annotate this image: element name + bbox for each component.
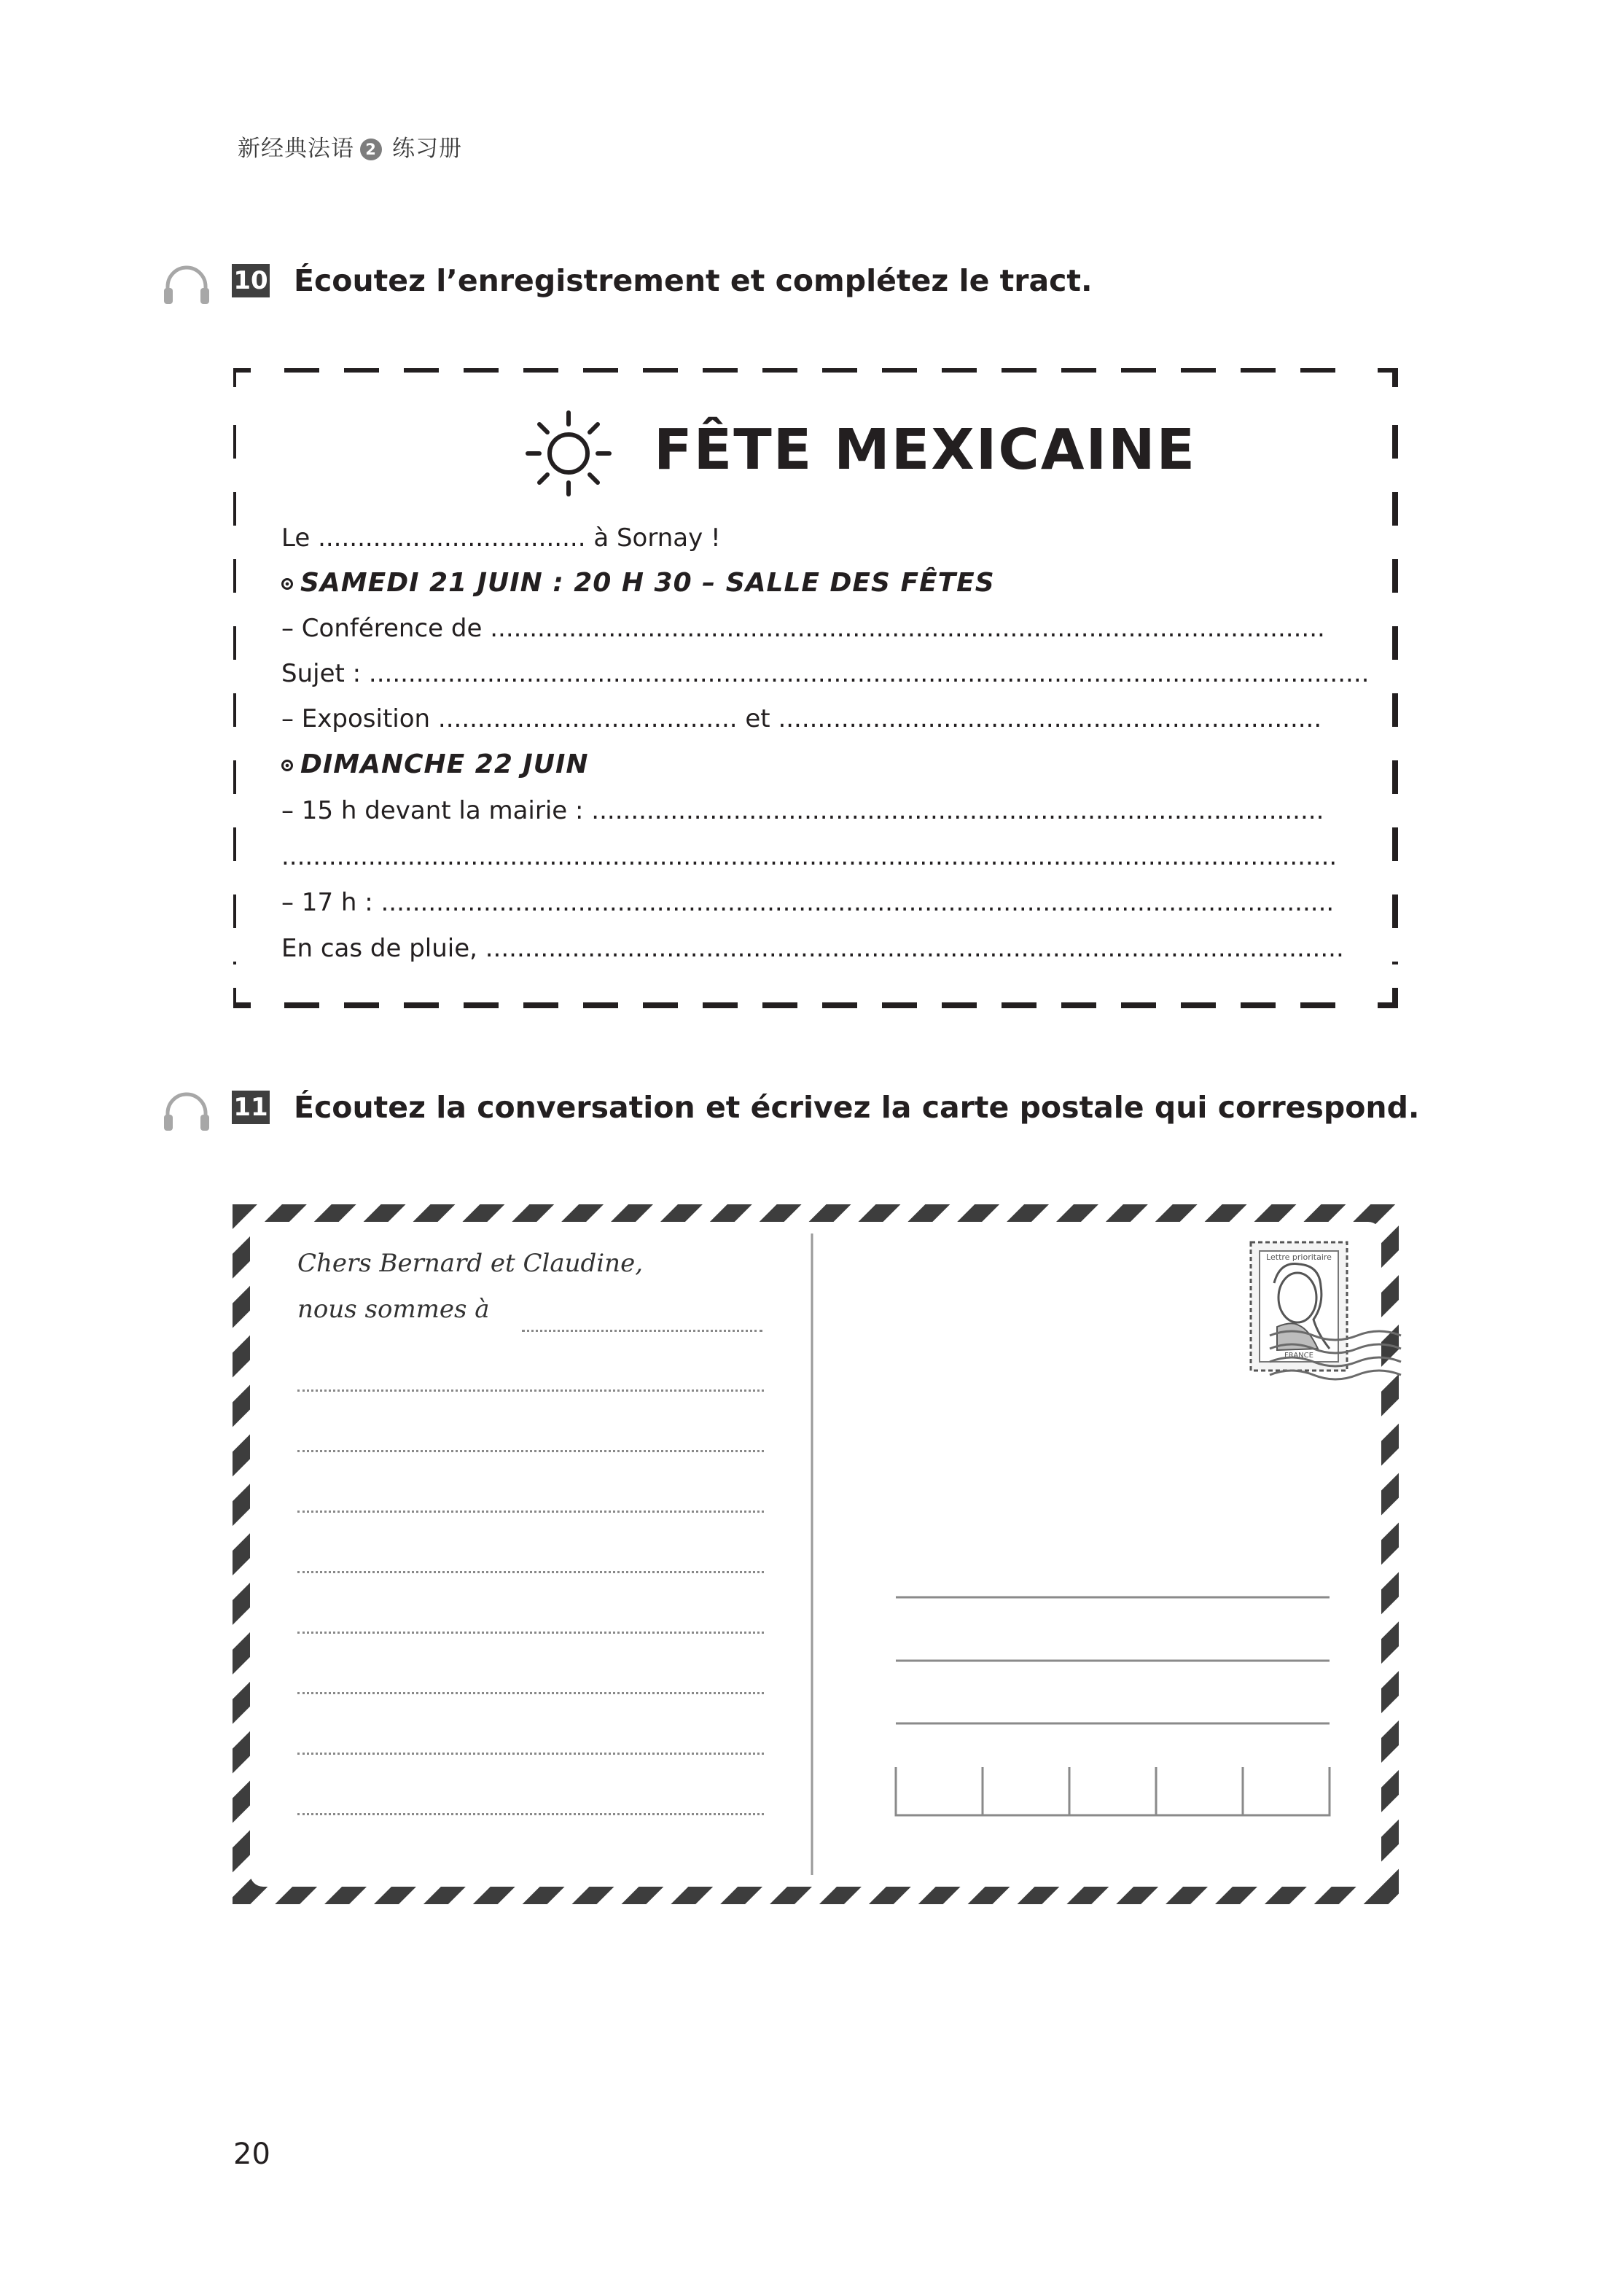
writing-line	[297, 1450, 764, 1452]
headphones-icon	[160, 1088, 213, 1132]
tract-line-subject: Sujet : ...............................................................................................................................	[281, 659, 1370, 688]
tract-line-rain: En cas de pluie, .............................................................................................................	[281, 934, 1344, 963]
headphones-icon	[160, 262, 213, 305]
stamp-icon	[1248, 1239, 1402, 1385]
exercise-10-instruction: Écoutez l’enregistrement et complétez le tract.	[294, 263, 1093, 298]
writing-line	[297, 1571, 764, 1573]
writing-line	[297, 1390, 764, 1392]
volume-badge: 2	[360, 139, 382, 160]
writing-line	[522, 1330, 762, 1332]
book-title: 新经典法语	[238, 136, 354, 162]
page-number: 20	[233, 2137, 270, 2171]
bullet-icon	[281, 578, 293, 590]
exercise-10-number: 10	[232, 264, 270, 297]
writing-line	[297, 1511, 764, 1513]
tract-heading-sunday: DIMANCHE 22 JUIN	[281, 749, 589, 781]
bullet-icon	[281, 760, 293, 771]
stamp-label: Lettre prioritaire	[1266, 1252, 1332, 1262]
exercise-11-number: 11	[232, 1091, 270, 1124]
exercise-11-instruction: Écoutez la conversation et écrivez la carte postale qui correspond.	[294, 1090, 1420, 1125]
tract-heading-saturday: SAMEDI 21 JUIN : 20 H 30 – SALLE DES FÊTES	[281, 567, 995, 599]
sun-icon	[522, 407, 615, 500]
tract-title: FÊTE MEXICAINE	[654, 418, 1197, 483]
tract-line-date: Le .................................. à Sornay !	[281, 523, 721, 553]
tract-line-15h: – 15 h devant la mairie : .............................................................................................	[281, 796, 1324, 825]
tract-line-17h: – 17 h : .........................................................................................................................	[281, 888, 1335, 917]
writing-line	[297, 1753, 764, 1755]
writing-line	[297, 1632, 764, 1634]
book-header	[238, 130, 462, 163]
stamp-country: FRANCE	[1284, 1352, 1313, 1360]
book-part: 练习册	[392, 136, 462, 162]
postcard-greeting-line2: nous sommes à	[297, 1295, 490, 1324]
writing-line	[297, 1813, 764, 1815]
writing-line	[297, 1692, 764, 1694]
postcard-greeting: Chers Bernard et Claudine,	[297, 1249, 644, 1278]
tract-line-exhibition: – Exposition ...................................... et .....................................................................	[281, 704, 1322, 733]
tract-line-conference: – Conférence de ..........................................................................................................	[281, 614, 1325, 643]
tract-line-blank: ......................................................................................................................................	[281, 842, 1338, 871]
